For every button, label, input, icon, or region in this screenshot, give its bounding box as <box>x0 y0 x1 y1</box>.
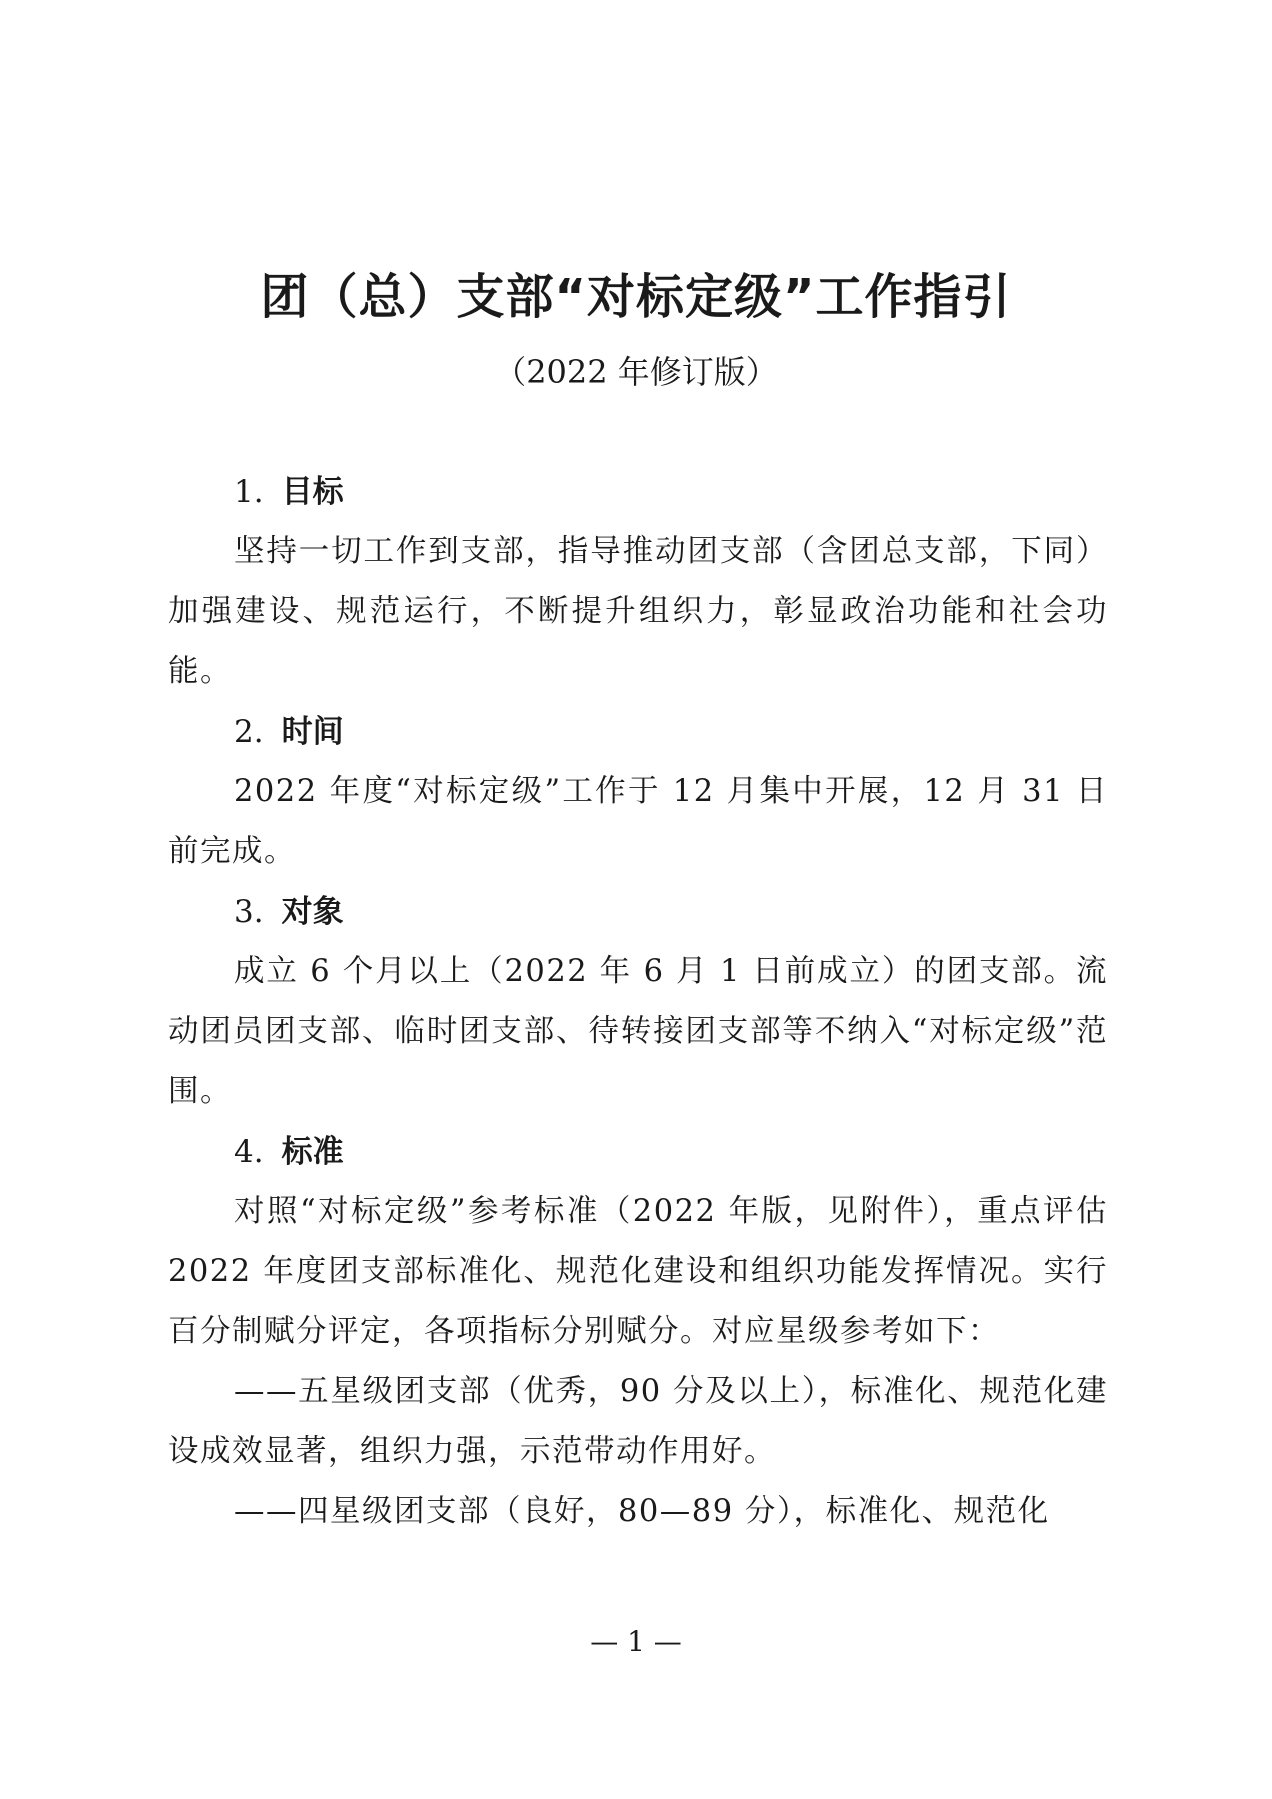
section-number: 3. <box>234 894 264 930</box>
section-title: 对象 <box>281 894 344 930</box>
section-number: 4. <box>234 1134 264 1170</box>
section-title: 标准 <box>281 1134 344 1170</box>
section-paragraph: 坚持一切工作到支部，指导推动团支部（含团总支部，下同）加强建设、规范运行，不断提升组织力，彰显政治功能和社会功能。 <box>168 534 1108 689</box>
section-number: 2. <box>234 714 264 750</box>
section-heading-goal <box>168 462 1108 522</box>
section-paragraph: 2022 年度“对标定级”工作于 12 月集中开展，12 月 31 日前完成。 <box>168 774 1108 869</box>
star-level-item: ——五星级团支部（优秀，90 分及以上），标准化、规范化建设成效显著，组织力强，示范带动作用好。 <box>168 1374 1108 1469</box>
page-number: — 1 — <box>590 1625 682 1658</box>
document-subtitle: （2022 年修订版） <box>494 353 778 391</box>
section-title: 时间 <box>281 714 344 750</box>
document-body <box>168 462 1108 1542</box>
section-title: 目标 <box>281 474 344 510</box>
section-number: 1. <box>234 474 264 510</box>
section-heading-time <box>168 702 1108 762</box>
document-title: 团（总）支部“对标定级”工作指引 <box>260 269 1012 325</box>
section-heading-standard <box>168 1122 1108 1182</box>
section-paragraph: 成立 6 个月以上（2022 年 6 月 1 日前成立）的团支部。流动团员团支部、临时团支部、待转接团支部等不纳入“对标定级”范围。 <box>168 954 1108 1109</box>
section-paragraph: 对照“对标定级”参考标准（2022 年版，见附件），重点评估 2022 年度团支部标准化、规范化建设和组织功能发挥情况。实行百分制赋分评定，各项指标分别赋分。对应星级参考如下： <box>168 1194 1108 1349</box>
section-heading-target <box>168 882 1108 942</box>
star-level-item: ——四星级团支部（良好，80—89 分），标准化、规范化 <box>234 1494 1050 1529</box>
